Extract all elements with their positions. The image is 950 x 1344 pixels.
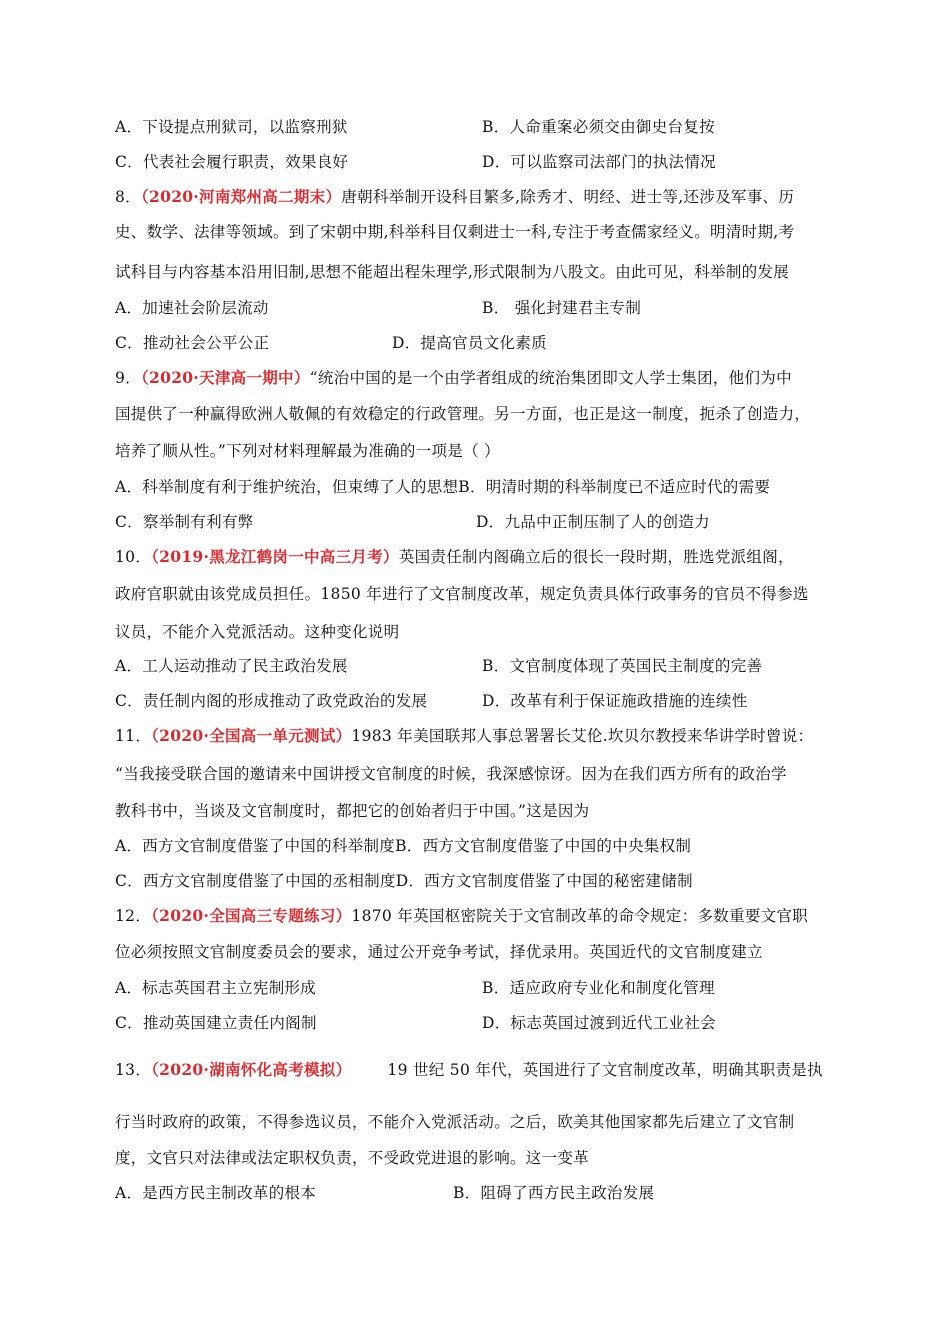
q12-stem-line-2: 位必须按照文官制度委员会的要求，通过公开竞争考试，择优录用。英国近代的文官制度建立 (115, 943, 763, 961)
q12-source: （2020·全国高三专题练习） (151, 906, 352, 925)
q9-option-b: B．明清时期的科举制度已不适应时代的需要 (458, 478, 771, 496)
q11-text: 1983 年美国联邦人事总署署长艾伦.坎贝尔教授来华讲学时曾说： (351, 727, 814, 745)
q10-stem-line-3: 议员，不能介入党派活动。这种变化说明 (115, 623, 400, 641)
q8-option-b: B． 强化封建君主专制 (482, 299, 642, 317)
q11-option-cd (115, 871, 693, 891)
q9-stem-line-1 (115, 368, 792, 388)
q12-option-b: B．适应政府专业化和制度化管理 (482, 979, 715, 997)
q8-number: 8． (115, 188, 141, 206)
q10-stem-line-2: 政府官职就由该党成员担任。1850 年进行了文官制度改革，规定负责具体行政事务的官员不得参选 (115, 585, 809, 603)
q11-number: 11． (115, 727, 152, 745)
q8-stem-line-2: 史、数学、法律等领域。到了宋朝中期,科举科目仅剩进士一科,专注于考查儒家经义。明清时期,考 (115, 223, 795, 241)
q11-source: （2020·全国高一单元测试） (151, 726, 352, 745)
q11-stem-line-1 (115, 726, 813, 746)
q13-source: （2020·湖南怀化高考模拟） (151, 1060, 352, 1079)
q12-stem-line-1 (115, 906, 808, 926)
q8-stem-line-3: 试科目与内容基本沿用旧制,思想不能超出程朱理学,形式限制为八股文。由此可见，科举制的发展 (115, 263, 790, 281)
q9-option-a (115, 477, 770, 497)
q11-option-c: C．西方文官制度借鉴了中国的丞相制度 (115, 872, 396, 890)
q13-stem-line-1 (115, 1060, 823, 1080)
q8-option-a: A．加速社会阶层流动 (115, 299, 269, 317)
q8-option-c: C．推动社会公平公正 (115, 334, 270, 352)
q13-stem-line-2: 行当时政府的政策，不得参选议员，不能介入党派活动。之后，欧美其他国家都先后建立了文官制 (115, 1113, 795, 1131)
q12-text: 1870 年英国枢密院关于文官制改革的命令规定：多数重要文官职 (351, 907, 809, 925)
q8-option-d: D．提高官员文化素质 (392, 334, 547, 352)
q13-stem-line-3: 度，文官只对法律或法定职权负责，不受政党进退的影响。这一变革 (115, 1149, 590, 1167)
q11-option-d: D．西方文官制度借鉴了中国的秘密建储制 (395, 872, 693, 890)
q8-source: （2020·河南郑州高二期末） (140, 187, 342, 206)
q9-option-a-text: A．科举制度有利于维护统治，但束缚了人的思想 (115, 478, 459, 496)
q9-option-c: C．察举制有利有弊 (115, 513, 254, 531)
q11-stem-line-3: 教科书中，当谈及文官制度时，都把它的创始者归于中国。”这是因为 (115, 802, 590, 820)
q9-number: 9． (115, 369, 141, 387)
q7-option-a: A．下设提点刑狱司，以监察刑狱 (115, 118, 348, 136)
q10-number: 10． (115, 548, 152, 566)
q12-option-a: A．标志英国君主立宪制形成 (115, 979, 317, 997)
q10-source: （2019·黑龙江鹤岗一中高三月考） (151, 547, 399, 566)
q12-option-d: D．标志英国过渡到近代工业社会 (482, 1014, 716, 1032)
q7-option-d: D．可以监察司法部门的执法情况 (482, 153, 716, 171)
q13-option-b: B．阻碍了西方民主政治发展 (453, 1184, 655, 1202)
q9-option-d: D．九品中正制压制了人的创造力 (476, 513, 710, 531)
q10-option-a: A．工人运动推动了民主政治发展 (115, 657, 348, 675)
q12-number: 12． (115, 907, 152, 925)
q7-option-b: B．人命重案必须交由御史台复按 (482, 118, 715, 136)
q9-text: “统治中国的是一个由学者组成的统治集团即文人学士集团，他们为中 (309, 369, 792, 387)
q9-stem-line-2: 国提供了一种赢得欧洲人敬佩的有效稳定的行政管理。另一方面，也正是这一制度，扼杀了创造力， (115, 405, 811, 423)
q10-text: 英国责任制内阁确立后的很长一段时期，胜选党派组阁， (398, 548, 794, 566)
q11-option-ab (115, 836, 691, 856)
q10-stem-line-1 (115, 547, 794, 567)
q9-source: （2020·天津高一期中） (140, 368, 310, 387)
q11-option-b: B．西方文官制度借鉴了中国的中央集权制 (395, 837, 692, 855)
q12-option-c: C．推动英国建立责任内阁制 (115, 1014, 317, 1032)
q11-option-a: A．西方文官制度借鉴了中国的科举制度 (115, 837, 396, 855)
q11-stem-line-2: “当我接受联合国的邀请来中国讲授文官制度的时候，我深感惊讶。因为在我们西方所有的政治学 (115, 765, 787, 783)
q9-stem-line-3: 培养了顺从性。”下列对材料理解最为准确的一项是（ ） (115, 442, 500, 460)
q8-text: 唐朝科举制开设科目繁多,除秀才、明经、进士等,还涉及军事、历 (341, 188, 795, 206)
q13-option-a: A．是西方民主制改革的根本 (115, 1184, 317, 1202)
q10-option-d: D．改革有利于保证施政措施的连续性 (482, 692, 748, 710)
q7-option-c: C．代表社会履行职责，效果良好 (115, 153, 349, 171)
q13-number: 13． (115, 1061, 152, 1079)
q10-option-b: B．文官制度体现了英国民主制度的完善 (482, 657, 763, 675)
q10-option-c: C．责任制内阁的形成推动了政党政治的发展 (115, 692, 428, 710)
q8-stem-line-1 (115, 187, 794, 207)
q13-text: 19 世纪 50 年代，英国进行了文官制度改革，明确其职责是执 (387, 1061, 823, 1079)
